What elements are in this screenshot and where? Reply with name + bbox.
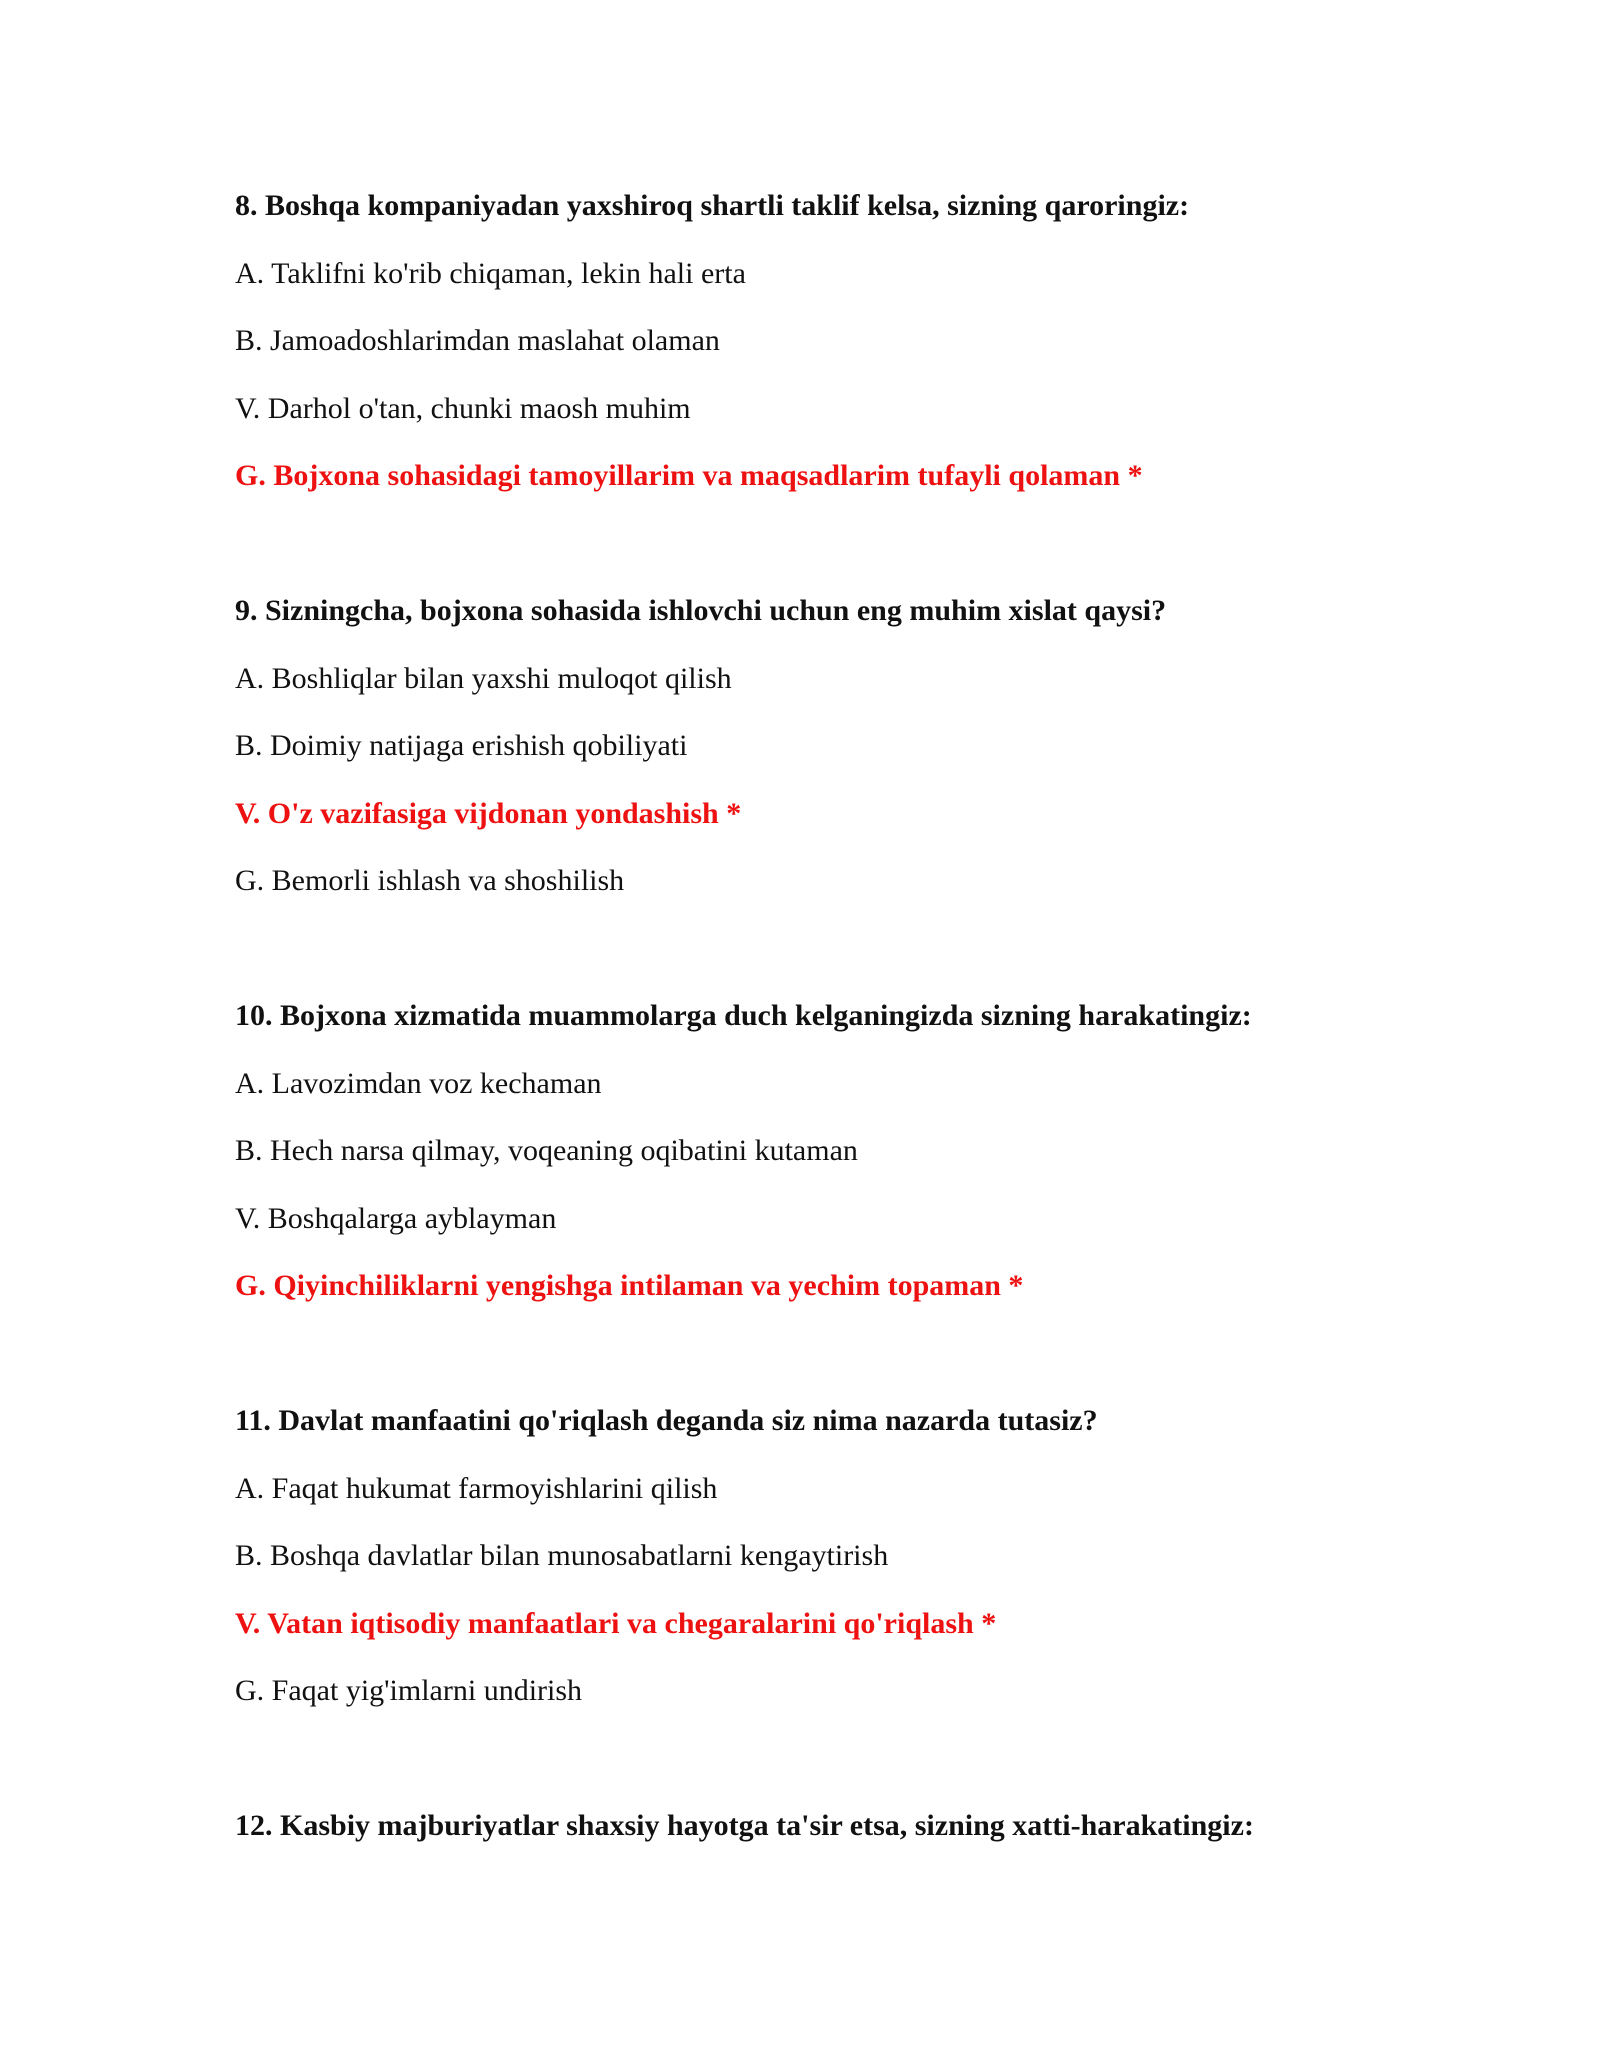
question-11-option-v-correct: V. Vatan iqtisodiy manfaatlari va chegaralarini qo'riqlash * <box>235 1607 997 1640</box>
question-11-option-b: B. Boshqa davlatlar bilan munosabatlarni kengaytirish <box>235 1539 889 1572</box>
question-10-option-g-correct: G. Qiyinchiliklarni yengishga intilaman va yechim topaman * <box>235 1269 1024 1302</box>
question-8-option-v: V. Darhol o'tan, chunki maosh muhim <box>235 392 691 425</box>
question-8-option-a: A. Taklifni ko'rib chiqaman, lekin hali erta <box>235 257 746 290</box>
question-8: 8. Boshqa kompaniyadan yaxshiroq shartli taklif kelsa, sizning qaroringiz: <box>235 189 1190 222</box>
question-9-option-b: B. Doimiy natijaga erishish qobiliyati <box>235 729 688 762</box>
question-11-option-a: A. Faqat hukumat farmoyishlarini qilish <box>235 1472 718 1505</box>
question-11: 11. Davlat manfaatini qo'riqlash deganda siz nima nazarda tutasiz? <box>235 1404 1098 1437</box>
question-9-option-v-correct: V. O'z vazifasiga vijdonan yondashish * <box>235 797 742 830</box>
question-9-option-a: A. Boshliqlar bilan yaxshi muloqot qilish <box>235 662 732 695</box>
question-9-option-g: G. Bemorli ishlash va shoshilish <box>235 864 625 897</box>
question-8-option-b: B. Jamoadoshlarimdan maslahat olaman <box>235 324 720 357</box>
question-10: 10. Bojxona xizmatida muammolarga duch kelganingizda sizning harakatingiz: <box>235 999 1252 1032</box>
question-11-option-g: G. Faqat yig'imlarni undirish <box>235 1674 583 1707</box>
question-10-option-v: V. Boshqalarga ayblayman <box>235 1202 557 1235</box>
question-8-option-g-correct: G. Bojxona sohasidagi tamoyillarim va maqsadlarim tufayli qolaman * <box>235 459 1143 492</box>
question-10-option-a: A. Lavozimdan voz kechaman <box>235 1067 602 1100</box>
question-10-option-b: B. Hech narsa qilmay, voqeaning oqibatini kutaman <box>235 1134 858 1167</box>
question-12: 12. Kasbiy majburiyatlar shaxsiy hayotga ta'sir etsa, sizning xatti-harakatingiz: <box>235 1809 1254 1842</box>
question-9: 9. Sizningcha, bojxona sohasida ishlovchi uchun eng muhim xislat qaysi? <box>235 594 1167 627</box>
